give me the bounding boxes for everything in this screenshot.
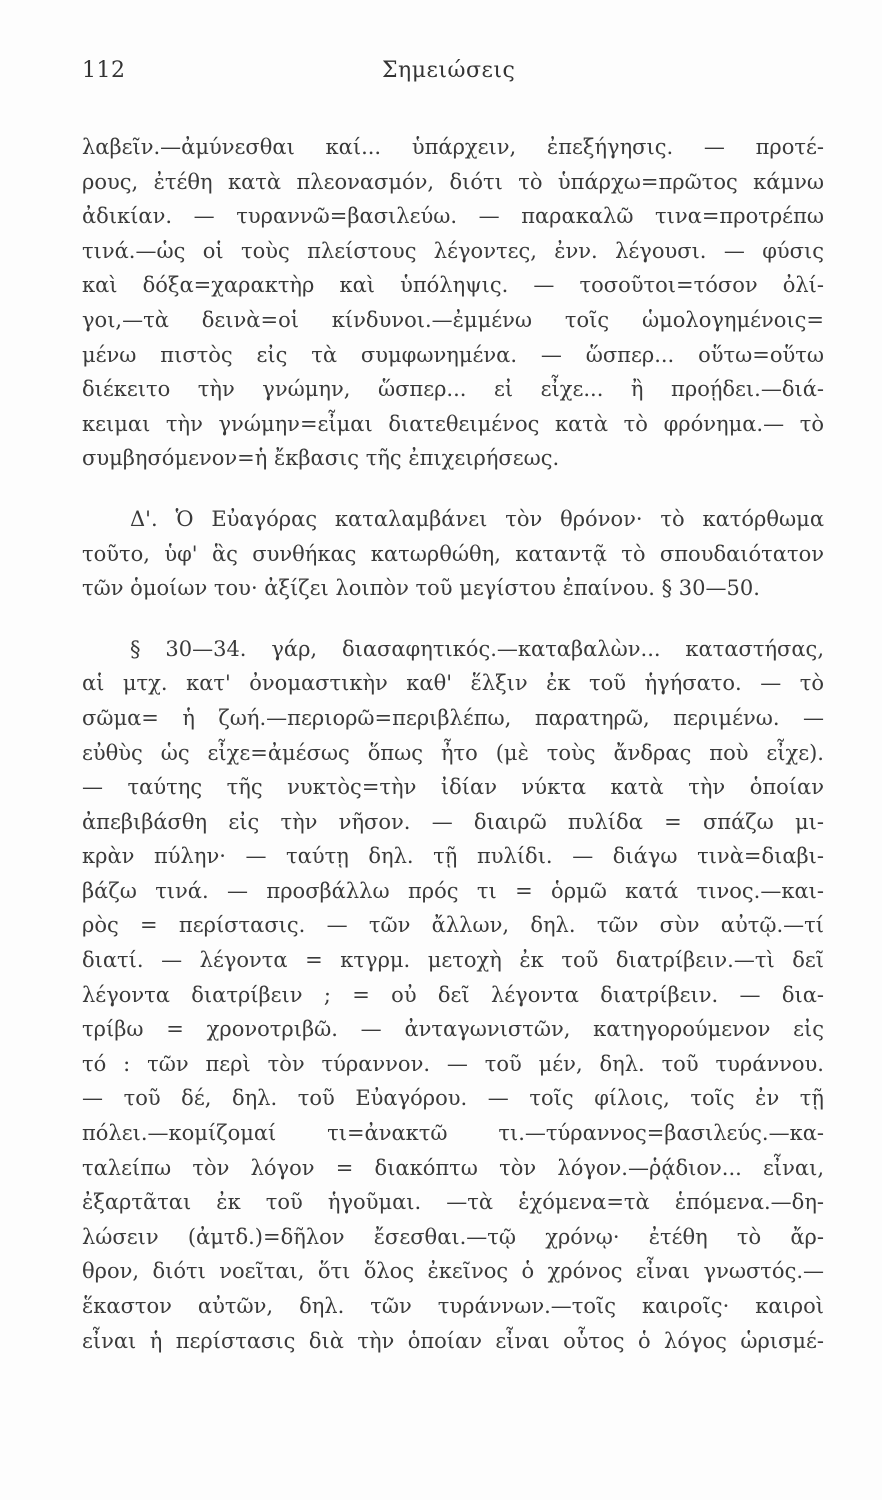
text-line: τινά.—ὡς οἱ τοὺς πλείστους λέγοντες, ἐνν. λέγουσι. — φύσις: [82, 238, 824, 263]
text-line: βάζω τινά. — προσβάλλω πρός τι = ὁρμῶ κατά τινος.—και-: [82, 878, 824, 903]
text-line: ἕκαστον αὐτῶν, δηλ. τῶν τυράννων.—τοῖς καιροῖς· καιροὶ: [82, 1294, 824, 1318]
page-number: 112: [82, 58, 126, 83]
text-line: κειμαι τὴν γνώμην=εἶμαι διατεθειμένος κατὰ τὸ φρόνημα.— τὸ: [82, 411, 824, 436]
paragraph: [82, 502, 824, 606]
text-line: λέγοντα διατρίβειν ; = οὐ δεῖ λέγοντα διατρίβειν. — δια-: [82, 982, 824, 1007]
text-line: συμβησόμενον=ἡ ἔκβασις τῆς ἐπιχειρήσεως.: [82, 446, 560, 471]
text-line: μένω πιστὸς εἰς τὰ συμφωνημένα. — ὥσπερ... οὕτω=οὕτω: [82, 342, 824, 367]
text-line: τῶν ὁμοίων του· ἀξίζει λοιπὸν τοῦ μεγίστου ἐπαίνου. § 30—50.: [82, 576, 760, 601]
text-line: τοῦτο, ὑφ' ἃς συνθήκας κατωρθώθη, καταντᾷ τὸ σπουδαιότατον: [82, 541, 824, 566]
text-line: λαβεῖν.—ἀμύνεσθαι καί... ὑπάρχειν, ἐπεξήγησις. — προτέ-: [82, 135, 824, 159]
text-line: διέκειτο τὴν γνώμην, ὥσπερ... εἰ εἶχε... ἢ προῄδει.—διά-: [82, 377, 824, 402]
text-line: θρον, διότι νοεῖται, ὅτι ὅλος ἐκεῖνος ὁ χρόνος εἶναι γνωστός.—: [82, 1259, 824, 1284]
paragraph: [82, 130, 824, 476]
text-line: ἀπεβιβάσθη εἰς τὴν νῆσον. — διαιρῶ πυλίδα = σπάζω μι-: [82, 809, 824, 834]
text-line: εὐθὺς ὡς εἶχε=ἀμέσως ὅπως ἦτο (μὲ τοὺς ἄνδρας ποὺ εἶχε).: [82, 740, 824, 765]
text-line: κρὰν πύλην· — ταύτῃ δηλ. τῇ πυλίδι. — διάγω τινὰ=διαβι-: [82, 844, 824, 869]
text-line: τό : τῶν περὶ τὸν τύραννον. — τοῦ μέν, δηλ. τοῦ τυράννου.: [82, 1051, 824, 1076]
text-line: τρίβω = χρονοτριβῶ. — ἀνταγωνιστῶν, κατηγορούμενον εἰς: [82, 1017, 824, 1042]
text-line: εἶναι ἡ περίστασις διὰ τὴν ὁποίαν εἶναι οὗτος ὁ λόγος ὡρισμέ-: [82, 1328, 824, 1353]
text-line: — τοῦ δέ, δηλ. τοῦ Εὐαγόρου. — τοῖς φίλοις, τοῖς ἐν τῇ: [82, 1086, 824, 1111]
running-head: Σημειώσεις: [382, 58, 516, 83]
notes-body: [82, 130, 824, 1358]
text-line: ρους, ἐτέθη κατὰ πλεονασμόν, διότι τὸ ὑπάρχω=πρῶτος κάμνω: [82, 169, 824, 194]
text-line: — ταύτης τῆς νυκτὸς=τὴν ἰδίαν νύκτα κατὰ τὴν ὁποίαν: [82, 775, 824, 800]
text-line: καὶ δόξα=χαρακτὴρ καὶ ὑπόληψις. — τοσοῦτοι=τόσον ὀλί-: [82, 273, 824, 298]
text-line: πόλει.—κομίζομαί τι=ἀνακτῶ τι.—τύραννος=βασιλεύς.—κα-: [82, 1121, 824, 1146]
text-line: ρὸς = περίστασις. — τῶν ἄλλων, δηλ. τῶν σὺν αὐτῷ.—τί: [82, 913, 824, 938]
text-line: λώσειν (ἀμτδ.)=δῆλον ἔσεσθαι.—τῷ χρόνῳ· ἐτέθη τὸ ἄρ-: [82, 1224, 824, 1249]
text-line: Δ'. Ὁ Εὐαγόρας καταλαμβάνει τὸν θρόνον· τὸ κατόρθωμα: [130, 506, 824, 531]
paragraph: [82, 632, 824, 1358]
text-line: διατί. — λέγοντα = κτγρμ. μετοχὴ ἐκ τοῦ διατρίβειν.—τὶ δεῖ: [82, 948, 824, 973]
text-line: γοι,—τὰ δεινὰ=οἱ κίνδυνοι.—ἐμμένω τοῖς ὡμολογημένοις=: [82, 307, 824, 332]
text-line: ἀδικίαν. — τυραννῶ=βασιλεύω. — παρακαλῶ τινα=προτρέπω: [82, 204, 824, 229]
text-line: § 30—34. γάρ, διασαφητικός.—καταβαλὼν... καταστήσας,: [130, 636, 824, 661]
text-line: σῶμα= ἡ ζωή.—περιορῶ=περιβλέπω, παρατηρῶ, περιμένω. —: [82, 705, 824, 730]
paragraph-gap: [82, 606, 824, 632]
text-line: ταλείπω τὸν λόγον = διακόπτω τὸν λόγον.—ῥᾴδιον... εἶναι,: [82, 1155, 824, 1180]
text-line: ἐξαρτᾶται ἐκ τοῦ ἡγοῦμαι. —τὰ ἑχόμενα=τὰ ἑπόμενα.—δη-: [82, 1190, 824, 1215]
text-line: αἱ μτχ. κατ' ὀνομαστικὴν καθ' ἕλξιν ἐκ τοῦ ἡγήσατο. — τὸ: [82, 671, 824, 696]
page-header: [82, 50, 824, 90]
paragraph-gap: [82, 476, 824, 502]
